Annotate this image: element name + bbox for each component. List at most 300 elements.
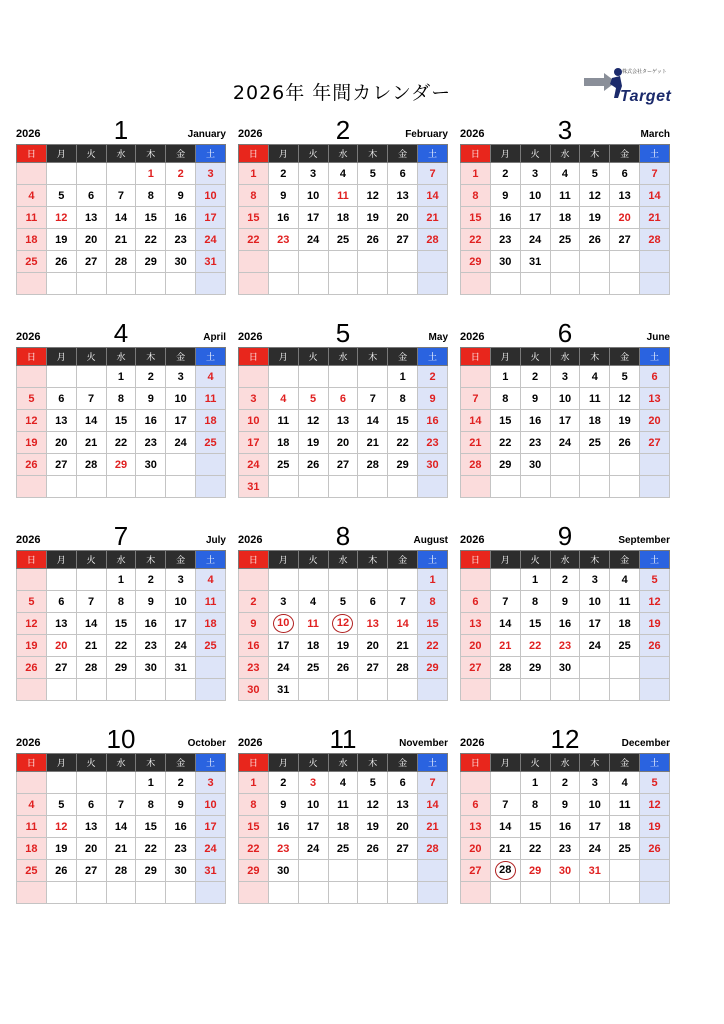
weekday-header: 日	[461, 754, 491, 772]
week-row	[239, 657, 448, 679]
day-cell: 18	[196, 410, 226, 432]
day-cell: 13	[461, 613, 491, 635]
empty-cell	[388, 273, 418, 295]
month-name-en: March	[640, 129, 670, 140]
day-cell: 31	[580, 860, 610, 882]
empty-cell	[328, 569, 358, 591]
weekday-header: 土	[418, 348, 448, 366]
day-cell: 12	[46, 207, 76, 229]
day-cell: 3	[166, 569, 196, 591]
empty-cell	[166, 679, 196, 701]
weekday-header: 金	[610, 145, 640, 163]
day-cell: 25	[196, 635, 226, 657]
day-cell: 21	[106, 229, 136, 251]
day-cell: 18	[610, 816, 640, 838]
day-cell: 6	[76, 794, 106, 816]
weekday-header: 火	[520, 551, 550, 569]
weekday-header: 水	[550, 348, 580, 366]
day-cell: 20	[461, 635, 491, 657]
day-cell: 13	[610, 185, 640, 207]
day-cell: 17	[580, 613, 610, 635]
day-cell: 31	[196, 860, 226, 882]
day-cell: 3	[239, 388, 269, 410]
empty-cell	[46, 569, 76, 591]
weekday-header-row	[239, 145, 448, 163]
month-year: 2026	[16, 737, 41, 749]
day-cell: 24	[166, 432, 196, 454]
day-cell: 23	[166, 838, 196, 860]
empty-cell	[106, 679, 136, 701]
day-cell	[328, 613, 358, 635]
day-cell: 13	[358, 613, 388, 635]
day-cell: 24	[580, 635, 610, 657]
month-block	[460, 721, 670, 904]
empty-cell	[461, 366, 491, 388]
day-cell: 9	[166, 794, 196, 816]
day-cell: 4	[268, 388, 298, 410]
empty-cell	[298, 366, 328, 388]
empty-cell	[136, 679, 166, 701]
month-number: 5	[335, 318, 351, 348]
day-cell: 8	[461, 185, 491, 207]
day-cell: 20	[76, 229, 106, 251]
day-cell: 14	[490, 613, 520, 635]
month-grid	[238, 347, 448, 498]
empty-cell	[388, 251, 418, 273]
month-number: 8	[335, 521, 351, 551]
month-header	[16, 112, 226, 144]
month-number: 11	[329, 724, 357, 754]
day-cell: 7	[388, 591, 418, 613]
empty-cell	[610, 882, 640, 904]
month-year: 2026	[238, 534, 263, 546]
day-cell: 9	[520, 388, 550, 410]
day-cell: 19	[17, 432, 47, 454]
month-name-en: September	[618, 535, 670, 546]
day-cell: 2	[136, 569, 166, 591]
day-cell: 29	[418, 657, 448, 679]
day-cell: 4	[328, 772, 358, 794]
day-cell: 19	[298, 432, 328, 454]
weekday-header: 木	[580, 754, 610, 772]
day-cell: 9	[550, 591, 580, 613]
weekday-header: 金	[166, 348, 196, 366]
day-cell: 24	[580, 838, 610, 860]
empty-cell	[17, 772, 47, 794]
empty-cell	[520, 679, 550, 701]
day-cell: 26	[640, 838, 670, 860]
month-number: 1	[113, 115, 129, 145]
day-cell: 4	[298, 591, 328, 613]
empty-cell	[490, 273, 520, 295]
month-grid	[238, 753, 448, 904]
day-cell: 15	[520, 816, 550, 838]
day-cell: 20	[46, 432, 76, 454]
week-row	[461, 882, 670, 904]
day-cell: 19	[328, 635, 358, 657]
day-cell: 14	[106, 816, 136, 838]
day-cell: 2	[268, 163, 298, 185]
day-cell: 8	[388, 388, 418, 410]
day-cell: 7	[358, 388, 388, 410]
empty-cell	[76, 163, 106, 185]
week-row	[17, 838, 226, 860]
day-cell: 14	[76, 410, 106, 432]
day-cell: 3	[550, 366, 580, 388]
day-cell: 20	[610, 207, 640, 229]
week-row	[17, 679, 226, 701]
empty-cell	[46, 679, 76, 701]
day-cell: 21	[106, 838, 136, 860]
day-cell: 12	[298, 410, 328, 432]
day-cell: 28	[461, 454, 491, 476]
month-year: 2026	[238, 331, 263, 343]
empty-cell	[17, 882, 47, 904]
day-cell: 1	[418, 569, 448, 591]
empty-cell	[640, 454, 670, 476]
week-row	[17, 635, 226, 657]
day-cell: 15	[461, 207, 491, 229]
week-row	[461, 229, 670, 251]
month-header	[16, 518, 226, 550]
day-cell: 17	[298, 816, 328, 838]
day-cell: 24	[550, 432, 580, 454]
empty-cell	[388, 569, 418, 591]
week-row	[461, 679, 670, 701]
day-cell: 16	[550, 816, 580, 838]
day-cell: 31	[166, 657, 196, 679]
day-cell: 18	[610, 613, 640, 635]
empty-cell	[610, 251, 640, 273]
empty-cell	[610, 860, 640, 882]
day-cell: 7	[76, 591, 106, 613]
weekday-header: 土	[196, 551, 226, 569]
day-cell: 19	[580, 207, 610, 229]
day-cell: 17	[166, 410, 196, 432]
day-cell: 11	[328, 185, 358, 207]
day-cell: 26	[358, 838, 388, 860]
weekday-header: 日	[461, 145, 491, 163]
month-block	[238, 721, 448, 904]
week-row	[239, 185, 448, 207]
day-cell: 3	[520, 163, 550, 185]
day-cell: 20	[328, 432, 358, 454]
day-cell: 24	[166, 635, 196, 657]
day-cell: 28	[640, 229, 670, 251]
day-cell: 4	[17, 794, 47, 816]
day-cell: 15	[136, 816, 166, 838]
day-cell: 17	[196, 207, 226, 229]
day-cell: 8	[418, 591, 448, 613]
day-cell: 25	[550, 229, 580, 251]
day-cell: 29	[106, 657, 136, 679]
day-cell: 12	[17, 410, 47, 432]
weekday-header-row	[461, 551, 670, 569]
month-grid	[16, 550, 226, 701]
month-header	[460, 112, 670, 144]
weekday-header: 水	[106, 551, 136, 569]
day-cell: 22	[461, 229, 491, 251]
day-cell: 28	[418, 229, 448, 251]
day-cell: 21	[418, 816, 448, 838]
day-cell: 31	[239, 476, 269, 498]
weekday-header-row	[17, 145, 226, 163]
month-name-en: April	[203, 332, 226, 343]
day-cell: 20	[640, 410, 670, 432]
empty-cell	[268, 476, 298, 498]
empty-cell	[328, 366, 358, 388]
day-cell: 1	[136, 772, 166, 794]
day-cell: 5	[46, 794, 76, 816]
day-cell: 21	[388, 635, 418, 657]
empty-cell	[358, 882, 388, 904]
empty-cell	[46, 273, 76, 295]
weekday-header: 火	[76, 754, 106, 772]
weekday-header-row	[461, 754, 670, 772]
month-year: 2026	[16, 331, 41, 343]
day-cell: 24	[196, 838, 226, 860]
month-name-en: December	[621, 738, 670, 749]
empty-cell	[388, 882, 418, 904]
day-cell: 27	[461, 657, 491, 679]
day-cell: 1	[239, 772, 269, 794]
day-cell: 11	[196, 591, 226, 613]
weekday-header: 土	[418, 754, 448, 772]
month-block	[238, 315, 448, 498]
day-cell: 4	[610, 569, 640, 591]
month-number: 2	[335, 115, 351, 145]
weekday-header: 日	[239, 145, 269, 163]
day-cell: 10	[166, 388, 196, 410]
day-cell: 22	[520, 635, 550, 657]
day-cell: 7	[418, 772, 448, 794]
day-cell: 22	[490, 432, 520, 454]
weekday-header: 火	[298, 551, 328, 569]
day-cell: 12	[610, 388, 640, 410]
day-cell: 13	[76, 207, 106, 229]
day-cell: 27	[358, 657, 388, 679]
weekday-header: 月	[490, 348, 520, 366]
empty-cell	[580, 476, 610, 498]
weekday-header: 水	[106, 145, 136, 163]
empty-cell	[106, 163, 136, 185]
empty-cell	[418, 860, 448, 882]
weekday-header: 水	[550, 551, 580, 569]
day-cell: 20	[461, 838, 491, 860]
day-cell: 30	[520, 454, 550, 476]
day-cell: 3	[580, 772, 610, 794]
weekday-header: 土	[640, 145, 670, 163]
day-cell: 15	[106, 410, 136, 432]
day-cell: 22	[106, 432, 136, 454]
month-block	[16, 112, 226, 295]
weekday-header: 月	[490, 145, 520, 163]
day-cell: 3	[580, 569, 610, 591]
day-cell: 18	[580, 410, 610, 432]
weekday-header: 日	[239, 551, 269, 569]
weekday-header: 月	[268, 551, 298, 569]
empty-cell	[196, 273, 226, 295]
day-cell: 7	[76, 388, 106, 410]
day-cell: 6	[388, 772, 418, 794]
day-cell: 8	[490, 388, 520, 410]
empty-cell	[580, 679, 610, 701]
day-cell: 19	[46, 838, 76, 860]
day-cell: 27	[76, 860, 106, 882]
weekday-header: 土	[196, 145, 226, 163]
day-cell: 28	[418, 838, 448, 860]
empty-cell	[490, 772, 520, 794]
month-number: 4	[113, 318, 129, 348]
month-grid	[238, 550, 448, 701]
day-cell: 13	[388, 794, 418, 816]
day-cell: 15	[520, 613, 550, 635]
empty-cell	[298, 882, 328, 904]
week-row	[17, 860, 226, 882]
day-cell: 14	[358, 410, 388, 432]
weekday-header: 火	[298, 348, 328, 366]
weekday-header: 木	[358, 551, 388, 569]
week-row	[239, 838, 448, 860]
day-cell: 15	[490, 410, 520, 432]
empty-cell	[196, 882, 226, 904]
day-cell: 16	[418, 410, 448, 432]
day-cell: 9	[490, 185, 520, 207]
month-name-en: May	[428, 332, 448, 343]
month-year: 2026	[460, 534, 485, 546]
week-row	[239, 882, 448, 904]
day-cell: 22	[388, 432, 418, 454]
week-row	[17, 229, 226, 251]
day-cell: 16	[268, 207, 298, 229]
day-cell: 25	[298, 657, 328, 679]
weekday-header: 月	[268, 145, 298, 163]
empty-cell	[196, 657, 226, 679]
day-cell: 1	[106, 366, 136, 388]
week-row	[461, 838, 670, 860]
day-cell: 25	[17, 860, 47, 882]
day-cell: 20	[76, 838, 106, 860]
day-cell: 25	[580, 432, 610, 454]
empty-cell	[298, 679, 328, 701]
week-row	[461, 185, 670, 207]
weekday-header: 火	[520, 348, 550, 366]
empty-cell	[418, 251, 448, 273]
empty-cell	[76, 476, 106, 498]
weekday-header: 土	[418, 145, 448, 163]
weekday-header: 木	[358, 754, 388, 772]
day-cell: 13	[46, 613, 76, 635]
weekday-header: 木	[358, 348, 388, 366]
empty-cell	[418, 882, 448, 904]
weekday-header: 火	[76, 348, 106, 366]
day-cell: 8	[239, 794, 269, 816]
day-cell: 16	[520, 410, 550, 432]
week-row	[461, 772, 670, 794]
day-cell: 13	[640, 388, 670, 410]
day-cell: 11	[610, 591, 640, 613]
weekday-header-row	[17, 754, 226, 772]
month-block	[16, 518, 226, 701]
week-row	[239, 635, 448, 657]
weekday-header: 金	[610, 348, 640, 366]
day-cell: 6	[640, 366, 670, 388]
day-cell: 2	[520, 366, 550, 388]
month-grid	[16, 144, 226, 295]
day-cell: 11	[610, 794, 640, 816]
day-cell: 24	[298, 229, 328, 251]
day-cell: 5	[46, 185, 76, 207]
day-cell: 12	[17, 613, 47, 635]
weekday-header: 水	[328, 754, 358, 772]
week-row	[17, 185, 226, 207]
month-grid	[16, 753, 226, 904]
weekday-header: 月	[46, 551, 76, 569]
empty-cell	[550, 273, 580, 295]
empty-cell	[196, 454, 226, 476]
day-cell: 26	[328, 657, 358, 679]
day-cell: 6	[388, 163, 418, 185]
month-header	[16, 721, 226, 753]
day-cell: 26	[640, 635, 670, 657]
day-cell: 8	[520, 591, 550, 613]
weekday-header: 木	[136, 145, 166, 163]
empty-cell	[610, 657, 640, 679]
day-cell: 5	[298, 388, 328, 410]
day-cell: 18	[17, 229, 47, 251]
week-row	[17, 388, 226, 410]
month-name-en: August	[413, 535, 448, 546]
empty-cell	[461, 273, 491, 295]
day-cell	[268, 613, 298, 635]
day-cell: 12	[640, 794, 670, 816]
day-cell: 12	[358, 185, 388, 207]
day-cell: 30	[166, 860, 196, 882]
day-cell: 21	[490, 838, 520, 860]
month-header	[238, 112, 448, 144]
day-cell: 7	[106, 185, 136, 207]
month-header	[460, 721, 670, 753]
day-cell: 26	[46, 860, 76, 882]
empty-cell	[580, 454, 610, 476]
empty-cell	[166, 454, 196, 476]
day-cell: 11	[298, 613, 328, 635]
circled-day: 28	[495, 861, 516, 880]
empty-cell	[166, 476, 196, 498]
day-cell: 23	[166, 229, 196, 251]
month-number: 6	[557, 318, 573, 348]
day-cell: 10	[166, 591, 196, 613]
day-cell: 2	[550, 569, 580, 591]
empty-cell	[17, 366, 47, 388]
day-cell: 29	[520, 860, 550, 882]
weekday-header-row	[17, 551, 226, 569]
day-cell: 19	[640, 816, 670, 838]
day-cell: 28	[106, 251, 136, 273]
empty-cell	[76, 679, 106, 701]
empty-cell	[46, 366, 76, 388]
day-cell: 5	[580, 163, 610, 185]
day-cell: 11	[580, 388, 610, 410]
day-cell: 22	[106, 635, 136, 657]
day-cell: 8	[239, 185, 269, 207]
week-row	[239, 860, 448, 882]
week-row	[461, 860, 670, 882]
day-cell: 17	[239, 432, 269, 454]
day-cell: 27	[46, 454, 76, 476]
day-cell: 21	[490, 635, 520, 657]
day-cell: 14	[388, 613, 418, 635]
